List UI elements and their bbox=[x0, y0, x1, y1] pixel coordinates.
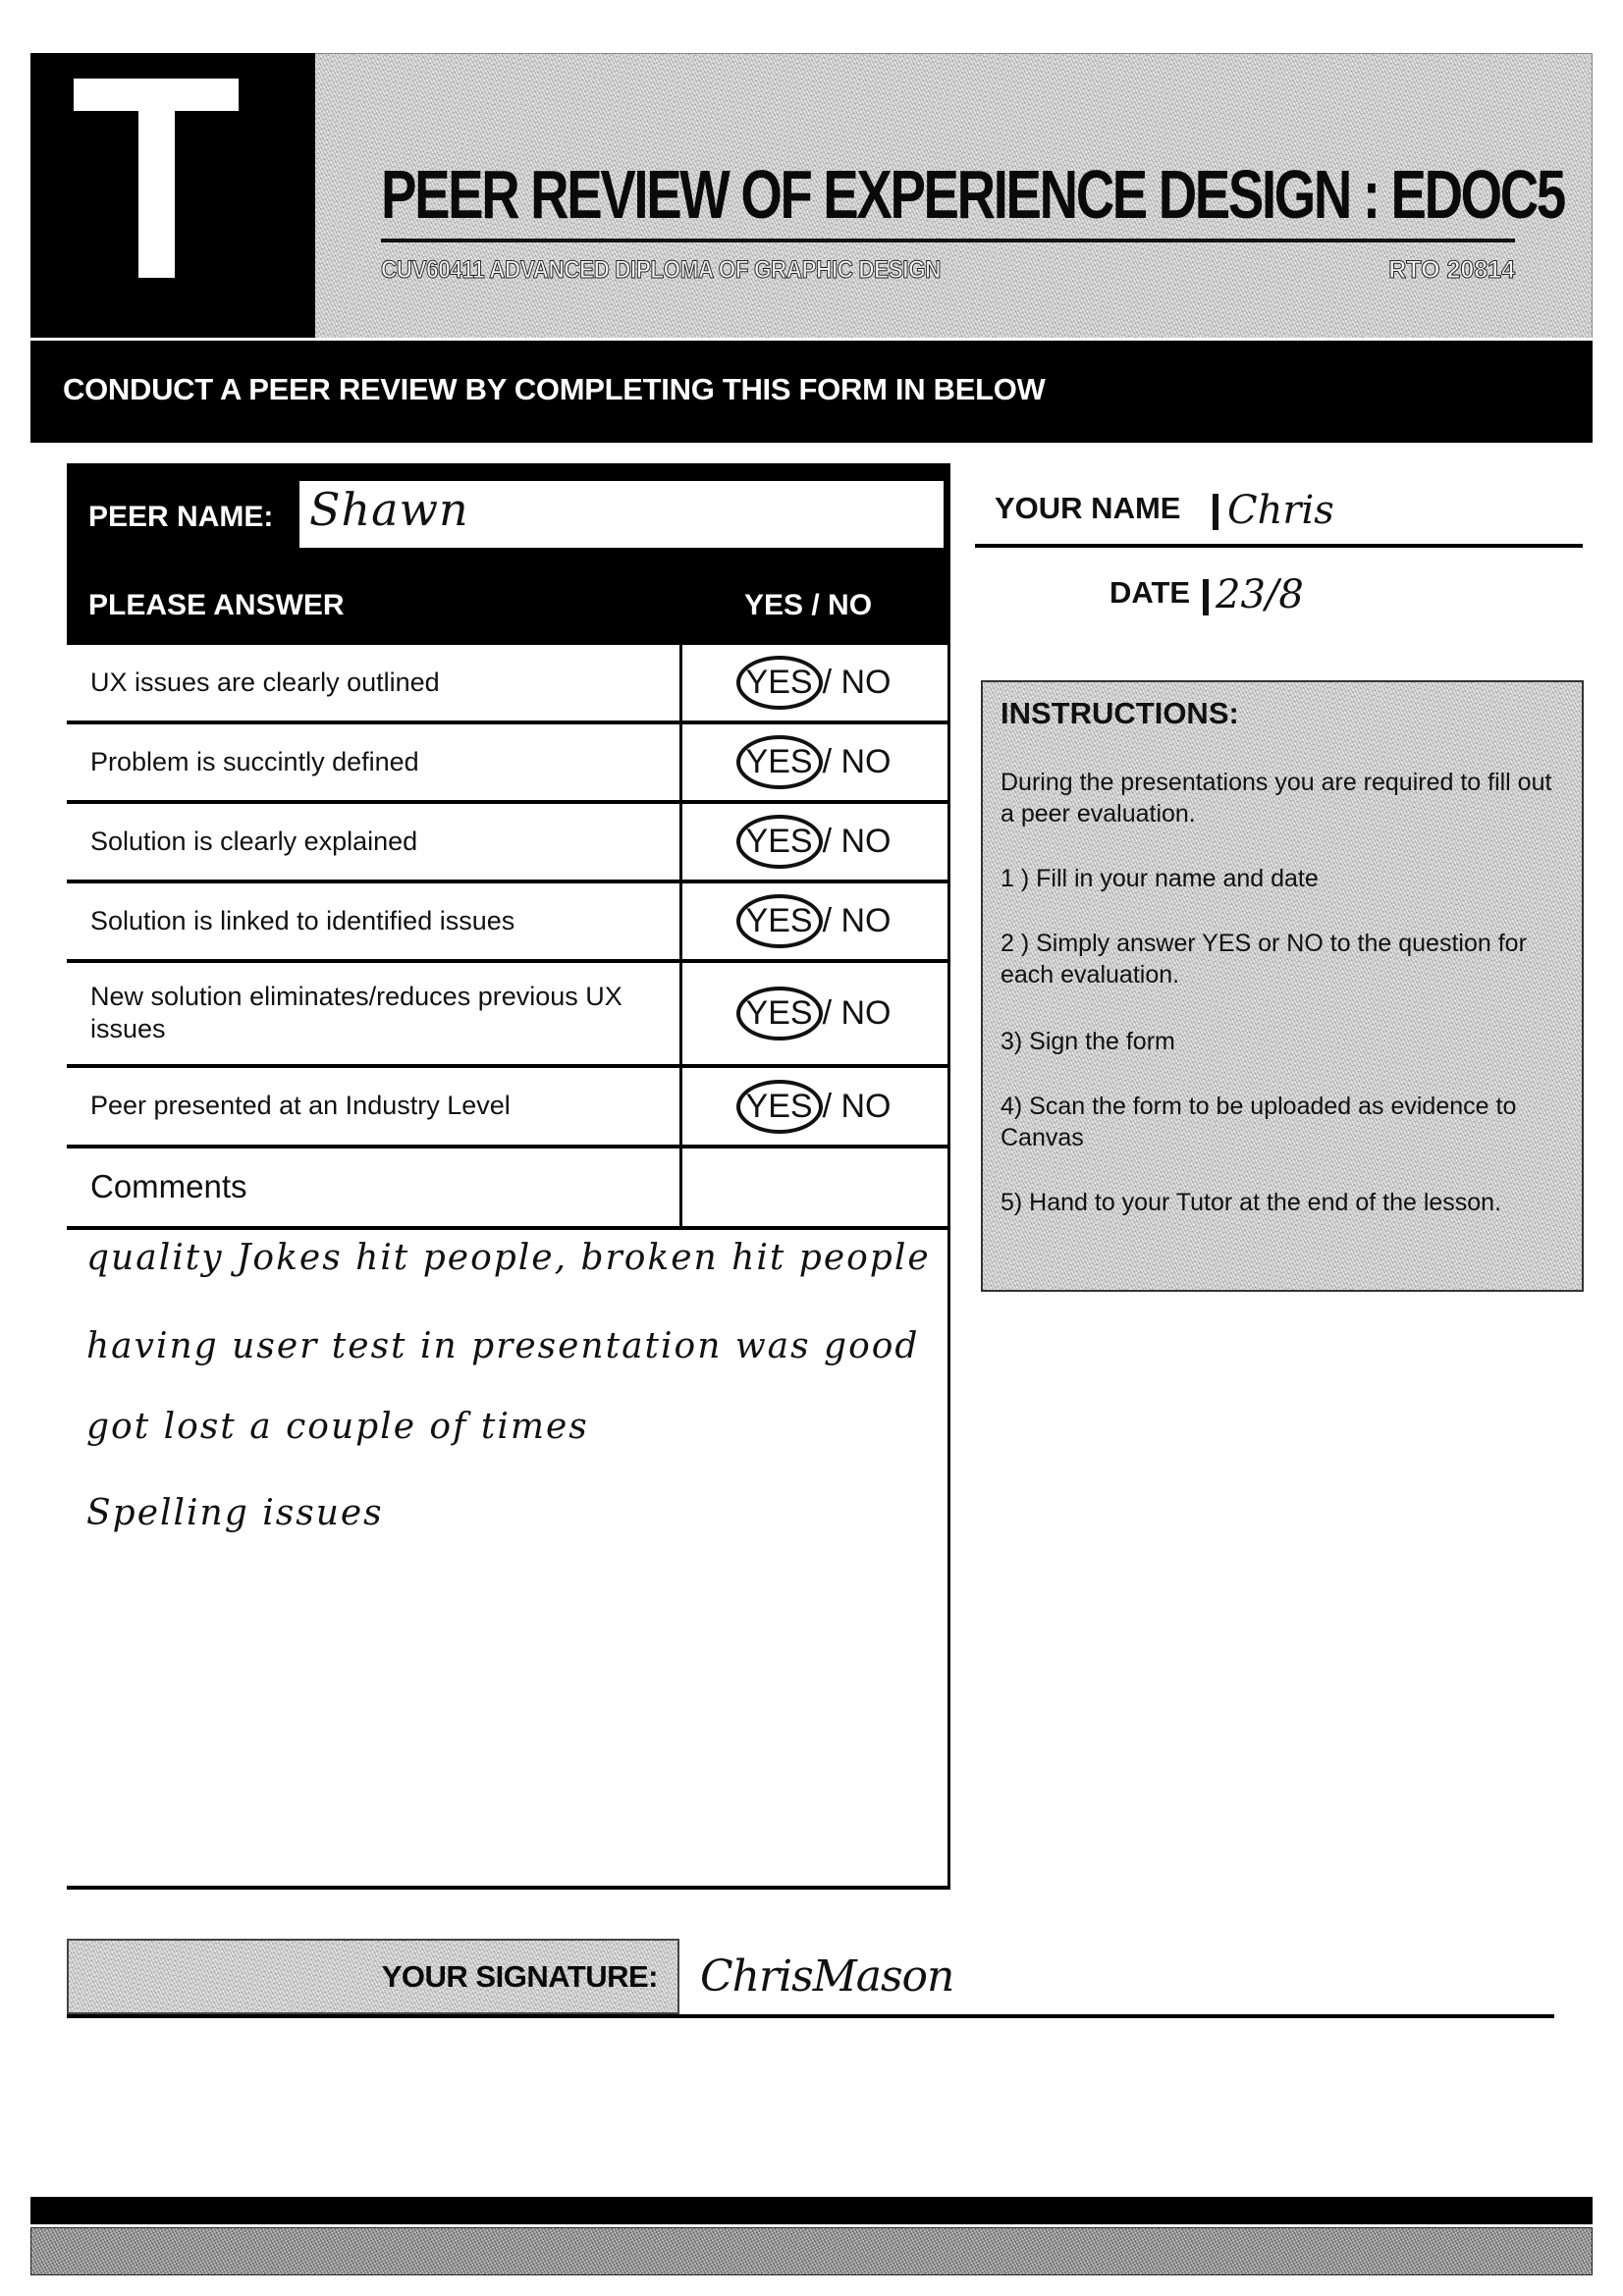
instructions-panel bbox=[981, 680, 1584, 1292]
selected-circle-icon bbox=[736, 987, 823, 1041]
instruction-step: 1 ) Fill in your name and date bbox=[1001, 865, 1319, 892]
signature-label: YOUR SIGNATURE: bbox=[381, 1959, 658, 1994]
yes-option[interactable] bbox=[742, 823, 817, 861]
footer-bar bbox=[30, 2197, 1593, 2224]
date-field[interactable]: 23/8 bbox=[1216, 572, 1304, 617]
yes-label: YES bbox=[745, 994, 813, 1032]
instruction-banner bbox=[30, 341, 1593, 443]
date-label: DATE bbox=[1109, 575, 1191, 610]
instructions-intro: During the presentations you are required to fill out a peer evaluation. bbox=[1001, 769, 1552, 828]
selected-circle-icon bbox=[736, 735, 823, 789]
yes-label: YES bbox=[745, 823, 813, 860]
no-option[interactable]: / NO bbox=[822, 994, 892, 1032]
instruction-step: 2 ) Simply answer YES or NO to the question for each evaluation. bbox=[1001, 930, 1527, 988]
comment-line: quality Jokes hit people, broken hit people bbox=[86, 1238, 931, 1278]
instruction-step: 4) Scan the form to be uploaded as evidence to Canvas bbox=[1001, 1093, 1517, 1151]
yes-label: YES bbox=[745, 902, 813, 939]
table-header bbox=[67, 463, 950, 645]
yes-option[interactable] bbox=[742, 1088, 817, 1126]
yes-option[interactable] bbox=[742, 994, 817, 1033]
signature-label-box bbox=[67, 1939, 679, 2014]
yes-label: YES bbox=[745, 664, 813, 701]
comment-line: got lost a couple of times bbox=[86, 1407, 589, 1447]
instruction-step: 3) Sign the form bbox=[1001, 1028, 1175, 1055]
yes-no-answer[interactable] bbox=[682, 1068, 950, 1145]
instruction-step: 5) Hand to your Tutor at the end of the lesson. bbox=[1001, 1189, 1502, 1216]
question-text: Problem is succintly defined bbox=[90, 747, 419, 776]
your-name-field[interactable]: Chris bbox=[1227, 488, 1334, 533]
yes-option[interactable] bbox=[742, 743, 817, 781]
comments-label: Comments bbox=[90, 1168, 247, 1204]
yes-no-answer[interactable] bbox=[682, 724, 950, 800]
review-form-table bbox=[67, 463, 950, 1890]
question-text: UX issues are clearly outlined bbox=[90, 667, 440, 697]
logo-block bbox=[30, 53, 315, 338]
please-answer-label: PLEASE ANSWER bbox=[88, 589, 345, 621]
yes-no-answer[interactable] bbox=[682, 883, 950, 959]
no-option[interactable]: / NO bbox=[822, 902, 892, 939]
question-row bbox=[67, 963, 950, 1068]
selected-circle-icon bbox=[736, 815, 823, 869]
signature-field[interactable]: ChrisMason bbox=[700, 1951, 954, 2002]
your-name-underline bbox=[975, 544, 1583, 548]
yes-option[interactable] bbox=[742, 664, 817, 702]
no-option[interactable]: / NO bbox=[822, 743, 892, 780]
footer-texture-strip bbox=[30, 2227, 1593, 2275]
comment-line: Spelling issues bbox=[86, 1493, 384, 1533]
selected-circle-icon bbox=[736, 1080, 823, 1134]
rto-number: RTO 20814 bbox=[1388, 256, 1515, 284]
peer-name-value: Shawn bbox=[309, 483, 469, 536]
logo-t-icon-bar bbox=[74, 79, 239, 111]
document-title: PEER REVIEW OF EXPERIENCE DESIGN : EDOC5 bbox=[381, 156, 1564, 233]
question-row bbox=[67, 883, 950, 963]
no-option[interactable]: / NO bbox=[822, 823, 892, 860]
yes-no-answer[interactable] bbox=[682, 963, 950, 1064]
question-row bbox=[67, 1068, 950, 1148]
column-divider bbox=[679, 1148, 682, 1230]
yes-no-header: YES / NO bbox=[744, 589, 873, 621]
yes-no-answer[interactable] bbox=[682, 645, 950, 721]
banner-text: CONDUCT A PEER REVIEW BY COMPLETING THIS FORM IN BELOW bbox=[63, 372, 1046, 406]
your-name-label: YOUR NAME bbox=[995, 491, 1181, 525]
question-row bbox=[67, 804, 950, 883]
question-row bbox=[67, 645, 950, 724]
no-option[interactable]: / NO bbox=[822, 664, 892, 701]
peer-name-field[interactable] bbox=[299, 481, 944, 548]
selected-circle-icon bbox=[736, 894, 823, 948]
yes-no-answer[interactable] bbox=[682, 804, 950, 880]
logo-t-icon-stem bbox=[138, 111, 175, 278]
title-band bbox=[315, 53, 1593, 338]
yes-option[interactable] bbox=[742, 902, 817, 940]
question-text: Solution is clearly explained bbox=[90, 827, 418, 856]
separator-bar bbox=[1213, 494, 1218, 530]
question-text: Peer presented at an Industry Level bbox=[90, 1091, 511, 1120]
comment-line: having user test in presentation was good bbox=[86, 1326, 920, 1366]
instructions-title: INSTRUCTIONS: bbox=[1001, 696, 1239, 730]
yes-label: YES bbox=[745, 743, 813, 780]
comments-header-row bbox=[67, 1148, 950, 1230]
selected-circle-icon bbox=[736, 656, 823, 710]
comments-textarea[interactable] bbox=[67, 1230, 947, 1890]
title-underline bbox=[381, 239, 1515, 242]
course-name: CUV60411 ADVANCED DIPLOMA OF GRAPHIC DESIGN bbox=[381, 256, 941, 284]
yes-label: YES bbox=[745, 1087, 813, 1125]
signature-underline bbox=[67, 2014, 1554, 2018]
separator-bar bbox=[1203, 579, 1209, 615]
question-row bbox=[67, 724, 950, 804]
question-text: Solution is linked to identified issues bbox=[90, 906, 515, 935]
peer-name-label: PEER NAME: bbox=[88, 501, 274, 533]
no-option[interactable]: / NO bbox=[822, 1087, 892, 1125]
question-text: New solution eliminates/reduces previous UX issues bbox=[90, 982, 622, 1043]
